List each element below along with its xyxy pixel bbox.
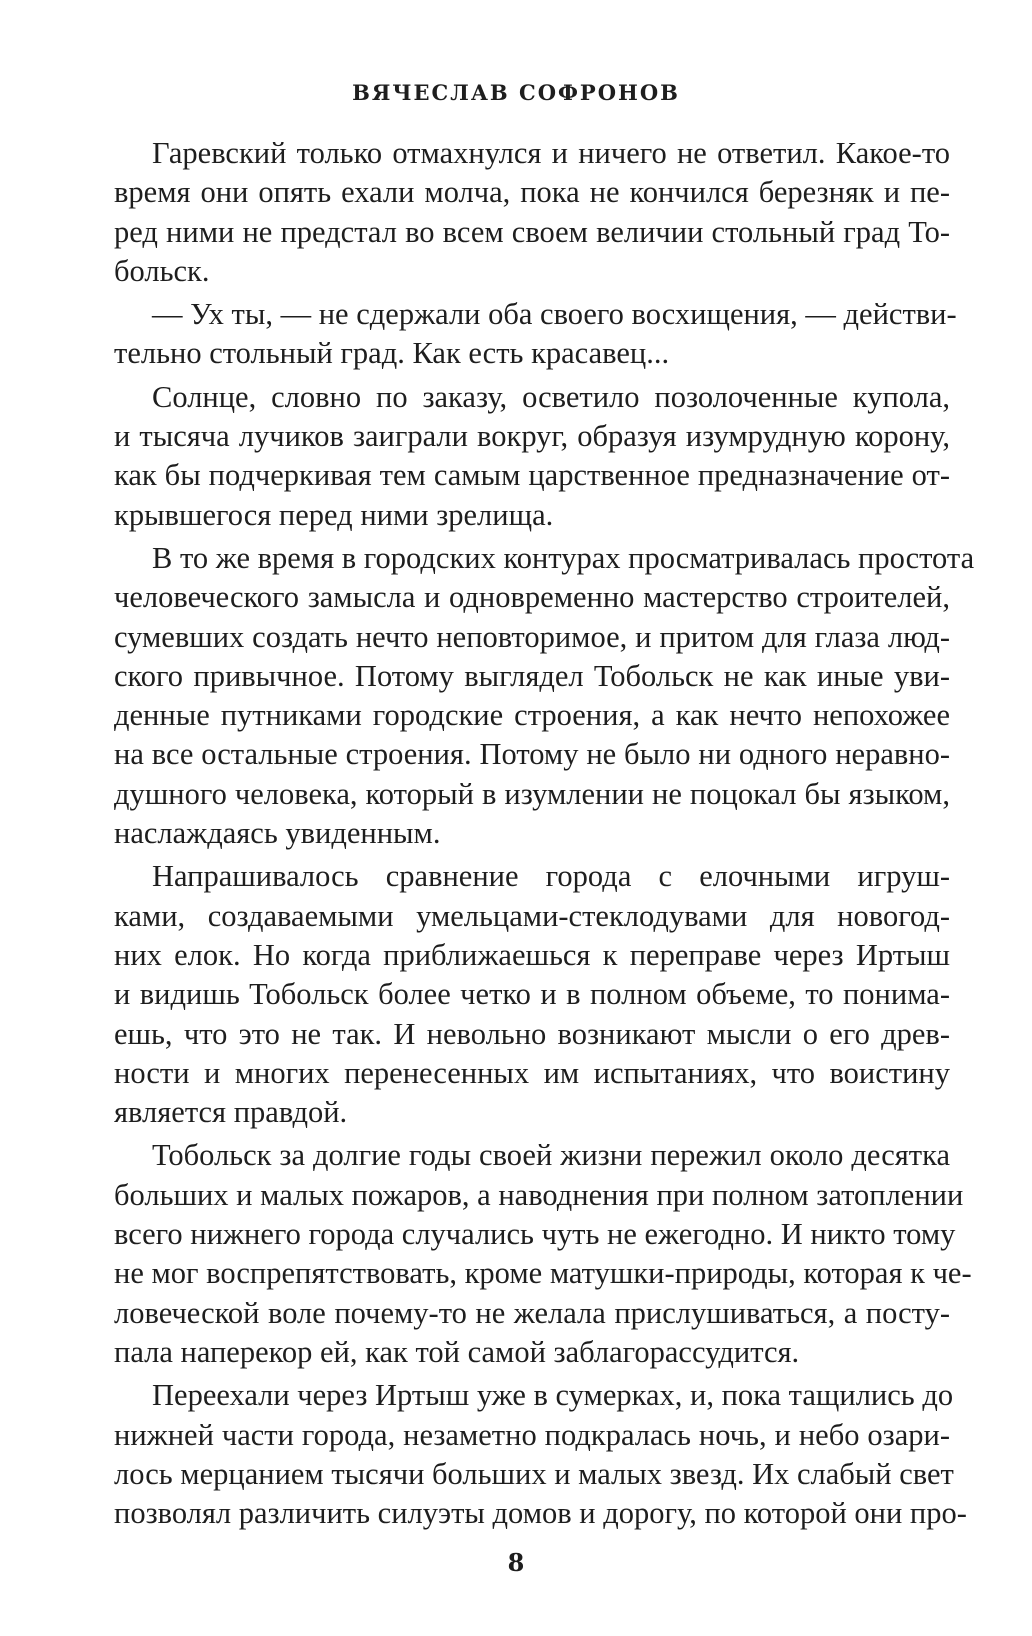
text-line: на все остальные строения. Потому не было ни одного неравно- bbox=[114, 737, 950, 772]
text-line: Солнце, словно по заказу, осветило позолоченные купола, bbox=[152, 379, 950, 414]
paragraph bbox=[114, 378, 950, 535]
text-line: и тысяча лучиков заиграли вокруг, образуя изумрудную корону, bbox=[114, 419, 950, 454]
text-line: человеческого замысла и одновременно мастерство строителей, bbox=[114, 580, 950, 615]
paragraph bbox=[114, 295, 957, 374]
paragraph bbox=[114, 1136, 972, 1372]
text-line: время они опять ехали молча, пока не кончился березняк и пе- bbox=[114, 175, 950, 210]
text-line: пала наперекор ей, как той самой заблагорассудится. bbox=[114, 1334, 800, 1369]
text-line: нижней части города, незаметно подкралась ночь, и небо озари- bbox=[114, 1417, 950, 1452]
text-line: Напрашивалось сравнение города с елочными игруш- bbox=[152, 859, 950, 894]
paragraph bbox=[114, 1376, 967, 1533]
text-line: душного человека, который в изумлении не поцокал бы языком, bbox=[114, 776, 950, 811]
text-line: В то же время в городских контурах просматривалась простота bbox=[152, 540, 975, 575]
paragraph bbox=[114, 134, 950, 291]
text-line: лось мерцанием тысячи больших и малых звезд. Их слабый свет bbox=[114, 1456, 954, 1491]
text-line: ности и многих перенесенных им испытаниях, что воистину bbox=[114, 1055, 950, 1090]
paragraph bbox=[114, 539, 975, 853]
text-line: является правдой. bbox=[114, 1095, 348, 1130]
text-line: не мог воспрепятствовать, кроме матушки-природы, которая к че- bbox=[114, 1256, 972, 1291]
text-line: Гаревский только отмахнулся и ничего не ответил. Какое-то bbox=[152, 136, 950, 170]
text-line: ред ними не предстал во всем своем величии стольный град То- bbox=[114, 214, 950, 249]
text-line: Тобольск за долгие годы своей жизни пережил около десятка bbox=[152, 1138, 950, 1173]
text-line: наслаждаясь увиденным. bbox=[114, 816, 441, 851]
text-line: — Ух ты, — не сдержали оба своего восхищения, — действи- bbox=[152, 297, 957, 332]
text-line: ловеческой воле почему-то не желала прислушиваться, а посту- bbox=[114, 1295, 950, 1330]
text-line: денные путниками городские строения, а как нечто непохожее bbox=[114, 698, 950, 733]
page-number: 8 bbox=[507, 1548, 525, 1577]
text-line: всего нижнего города случались чуть не ежегодно. И никто тому bbox=[114, 1217, 956, 1252]
text-line: ского привычное. Потому выглядел Тобольск не как иные уви- bbox=[114, 658, 950, 693]
text-line: ешь, что это не так. И невольно возникают мысли о его древ- bbox=[114, 1016, 950, 1051]
text-line: и видишь Тобольск более четко и в полном объеме, то понима- bbox=[114, 977, 950, 1012]
text-line: них елок. Но когда приближаешься к переправе через Иртыш bbox=[114, 937, 950, 972]
text-line: ками, создаваемыми умельцами-стеклодувами для новогод- bbox=[114, 898, 950, 933]
running-head-author: ВЯЧЕСЛАВ СОФРОНОВ bbox=[352, 80, 680, 105]
text-line: Переехали через Иртыш уже в сумерках, и, пока тащились до bbox=[152, 1378, 954, 1413]
paragraph bbox=[114, 857, 950, 1132]
text-line: позволял различить силуэты домов и дорогу, по которой они про- bbox=[114, 1496, 967, 1531]
text-line: больших и малых пожаров, а наводнения при полном затоплении bbox=[114, 1177, 964, 1212]
text-line: больск. bbox=[114, 253, 210, 288]
text-line: сумевших создать нечто неповторимое, и притом для глаза люд- bbox=[114, 619, 950, 654]
text-line: тельно стольный град. Как есть красавец... bbox=[114, 336, 670, 371]
text-line: крывшегося перед ними зрелища. bbox=[114, 497, 554, 532]
text-line: как бы подчеркивая тем самым царственное предназначение от- bbox=[114, 458, 950, 493]
body-text bbox=[114, 134, 975, 1533]
